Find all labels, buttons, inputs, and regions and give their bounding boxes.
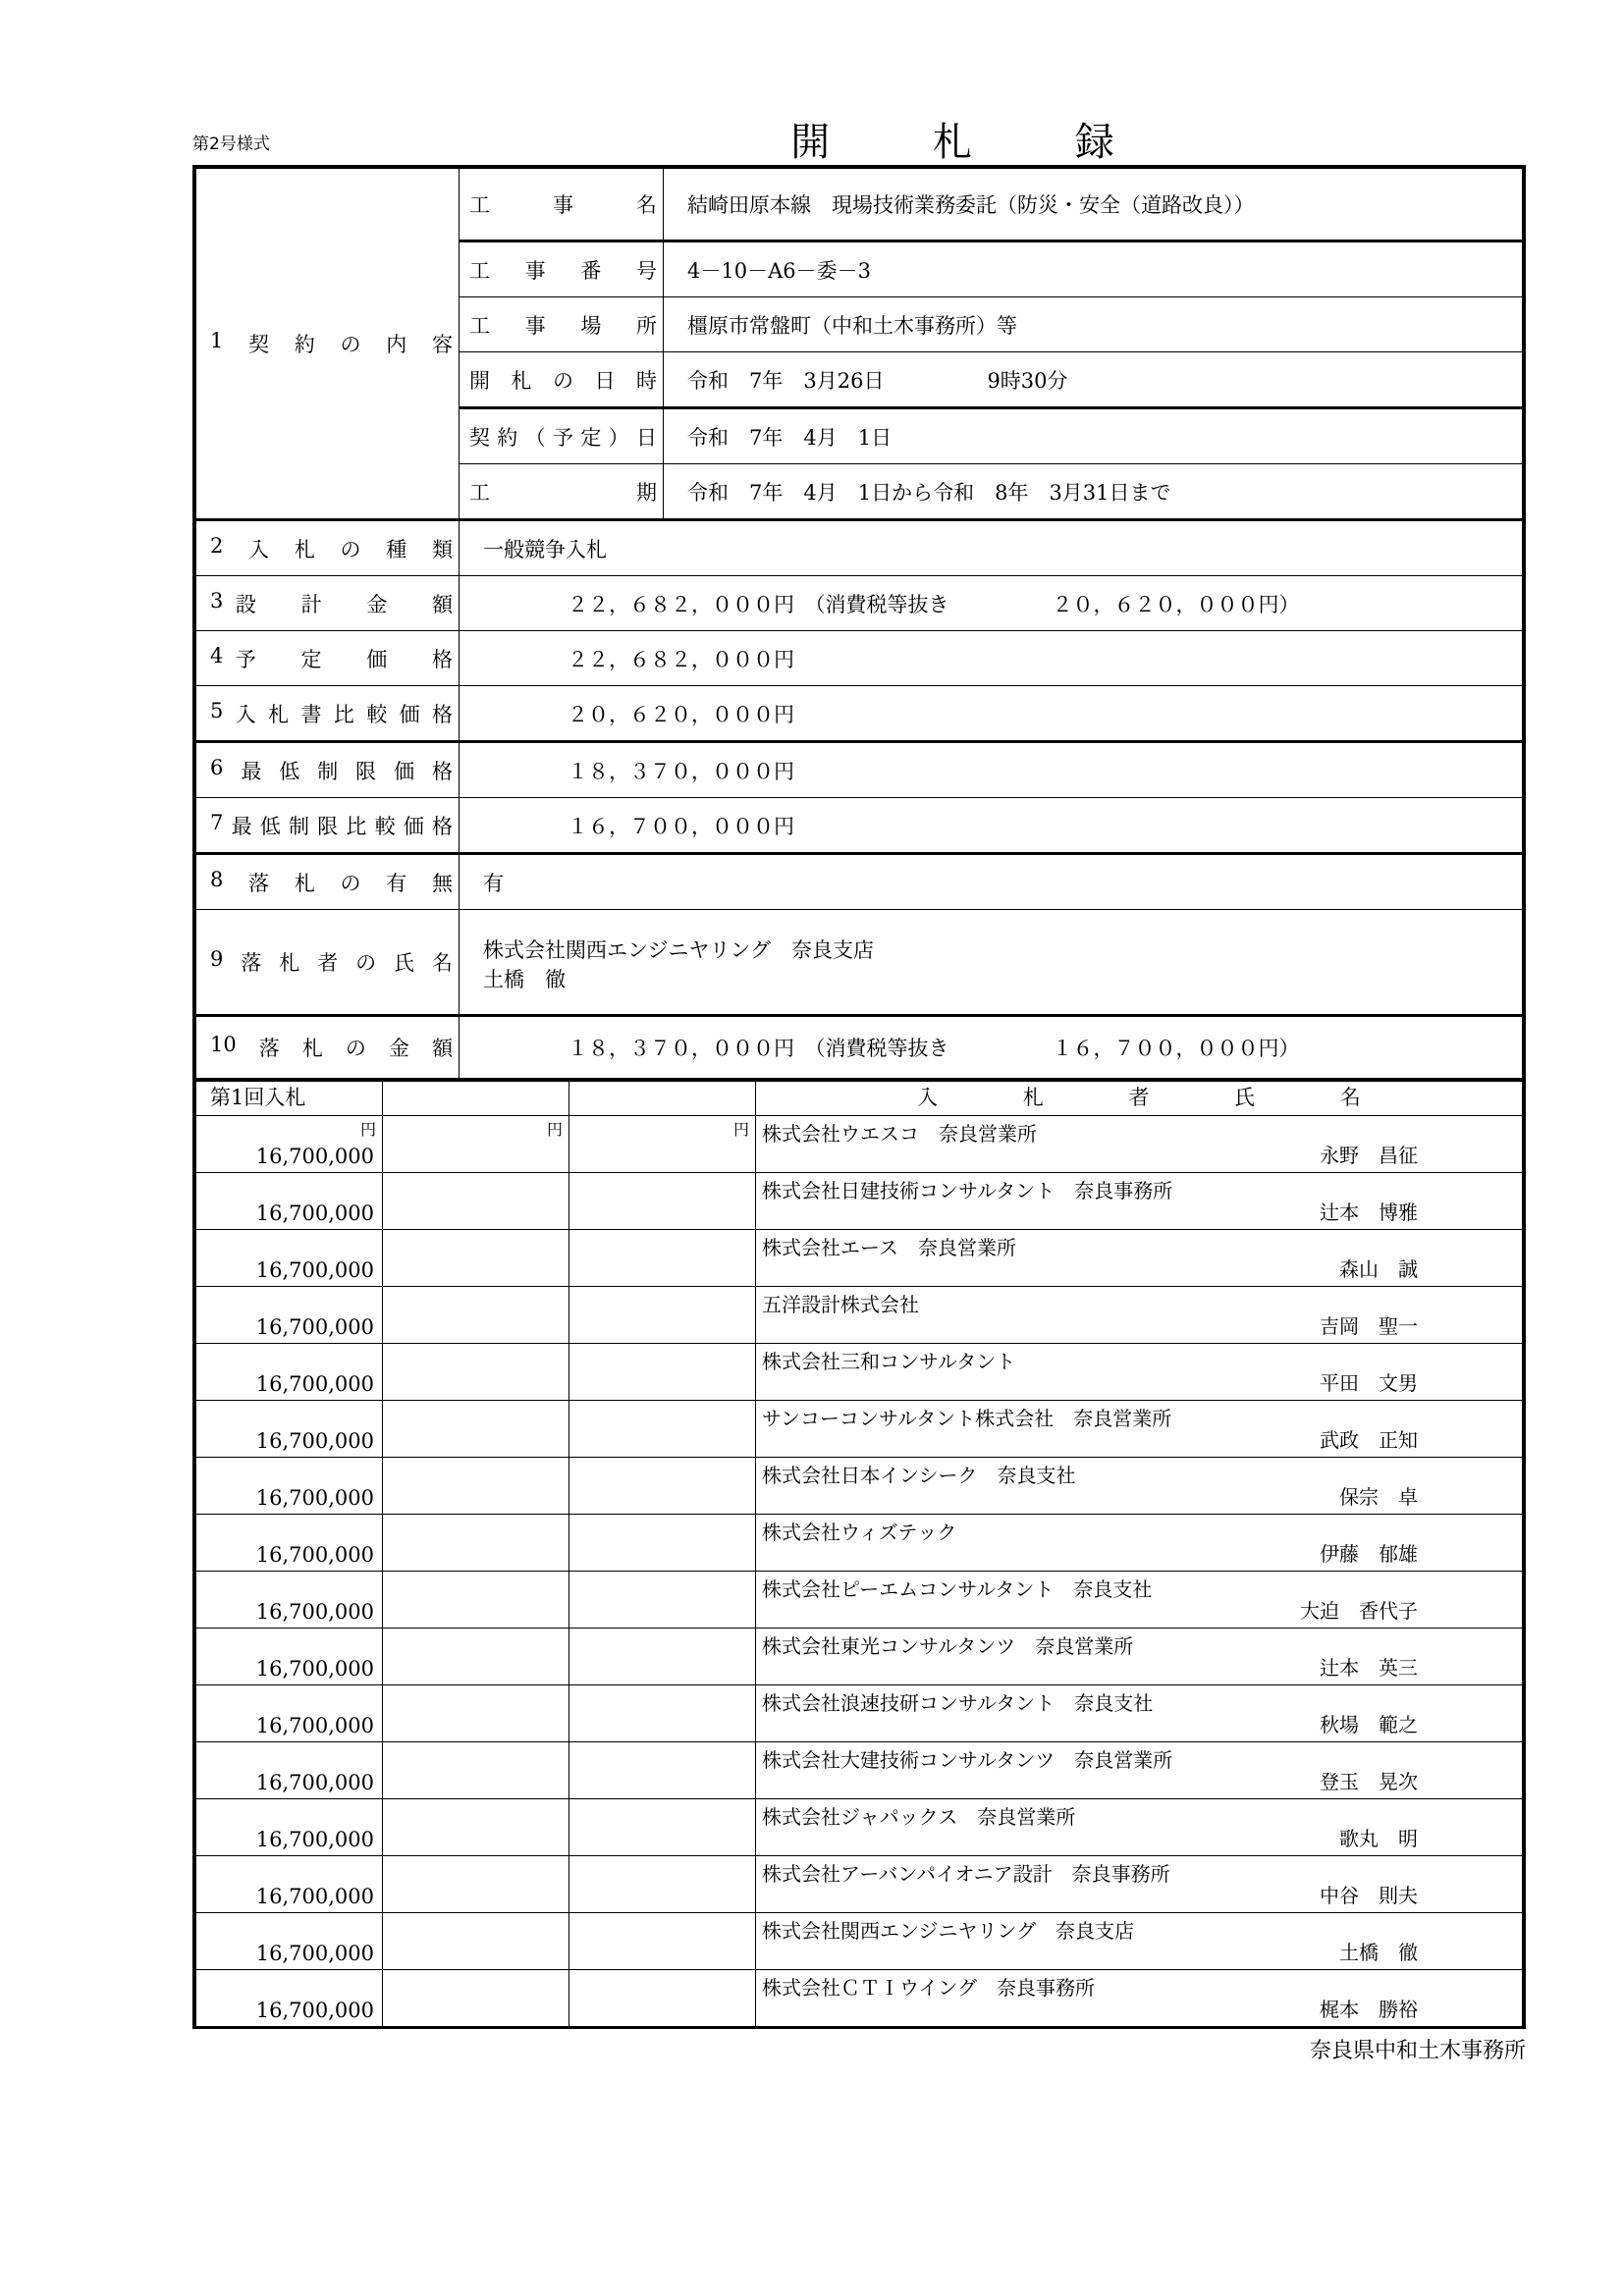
item-value: 有 <box>460 854 1523 910</box>
bid-price-cell <box>196 1799 383 1856</box>
bid-price-cell-round3 <box>569 1173 756 1230</box>
item-value: １８，３７０，０００円 （消費税等抜き １６，７００，０００円） <box>460 1016 1523 1079</box>
bid-price-cell-round3 <box>569 1401 756 1458</box>
bid-price-cell-round2 <box>383 1401 569 1458</box>
bidder-company-name: 五洋設計株式会社 <box>762 1293 919 1316</box>
yen-symbol: 円 <box>732 1120 749 1139</box>
contract-table-body <box>196 169 1523 520</box>
bid-price-cell <box>196 1116 383 1173</box>
bidder-person-name: 保宗 卓 <box>1339 1485 1418 1509</box>
bidder-person-name: 中谷 則夫 <box>1320 1884 1418 1907</box>
bidder-row <box>196 1116 1523 1173</box>
contract-row-value: 結崎田原本線 現場技術業務委託（防災・安全（道路改良）） <box>664 169 1523 241</box>
bid-price-cell <box>196 1173 383 1230</box>
bid-price-value: 16,700,000 <box>255 1372 374 1396</box>
bid-price-value: 16,700,000 <box>255 1258 374 1282</box>
bidder-info-cell <box>756 1116 1523 1173</box>
bid-price-cell-round2 <box>383 1344 569 1401</box>
bid-price-value: 16,700,000 <box>255 1486 374 1510</box>
bidder-company-name: 株式会社東光コンサルタンツ 奈良営業所 <box>762 1634 1134 1658</box>
bidder-company-name: 株式会社ジャパックス 奈良営業所 <box>762 1805 1076 1829</box>
item-row <box>196 686 1523 742</box>
bidders-rows-body <box>196 1116 1523 2028</box>
bidder-row <box>196 1629 1523 1685</box>
bid-price-value: 16,700,000 <box>255 1429 374 1453</box>
contract-row <box>196 169 1523 241</box>
bid-price-value: 16,700,000 <box>255 1714 374 1737</box>
bid-price-value: 16,700,000 <box>255 1999 374 2022</box>
bid-price-cell <box>196 1629 383 1685</box>
yen-symbol: 円 <box>546 1120 563 1139</box>
item-value: 株式会社関西エンジニヤリング 奈良支店 土橋 徹 <box>460 910 1523 1016</box>
contract-row-value: 橿原市常盤町（中和土木事務所）等 <box>664 297 1523 352</box>
bid-price-cell-round2 <box>383 1799 569 1856</box>
bidder-person-name: 登玉 晃次 <box>1320 1770 1418 1793</box>
bidder-info-cell <box>756 1856 1523 1913</box>
bidder-row <box>196 1913 1523 1970</box>
bid-price-cell <box>196 1572 383 1629</box>
bid-price-cell-round3 <box>569 1515 756 1572</box>
bid-price-cell-round2 <box>383 1230 569 1287</box>
bidder-company-name: 株式会社三和コンサルタント <box>762 1350 1016 1373</box>
bid-price-value: 16,700,000 <box>255 1942 374 1965</box>
bidders-header-body <box>196 1081 1523 1116</box>
bid-price-cell-round2 <box>383 1856 569 1913</box>
bid-price-cell-round3 <box>569 1970 756 2028</box>
bidder-company-name: 株式会社関西エンジニヤリング 奈良支店 <box>762 1919 1135 1943</box>
bidders-header-row <box>196 1081 1523 1116</box>
bid-price-cell-round2 <box>383 1173 569 1230</box>
bid-price-cell <box>196 1515 383 1572</box>
bidder-row <box>196 1572 1523 1629</box>
items-table-body <box>196 520 1523 1079</box>
bid-price-value: 16,700,000 <box>255 1315 374 1339</box>
form-number: 第2号様式 <box>192 134 270 154</box>
bid-price-cell-round2 <box>383 1629 569 1685</box>
item-row <box>196 520 1523 576</box>
contract-row-value: 令和 7年 3月26日 9時30分 <box>664 352 1523 408</box>
bidder-company-name: サンコーコンサルタント株式会社 奈良営業所 <box>762 1407 1172 1430</box>
issuing-office: 奈良県中和土木事務所 <box>1309 2039 1526 2063</box>
item-value: １８，３７０，０００円 <box>460 742 1523 798</box>
bid-round2-cell <box>383 1081 569 1116</box>
item-label: 9 落 札 者 の 氏 名 <box>196 910 460 1016</box>
bidder-person-name: 永野 昌征 <box>1320 1144 1418 1167</box>
bid-price-cell-round3 <box>569 1287 756 1344</box>
bid-round3-cell <box>569 1081 756 1116</box>
bidder-row <box>196 1970 1523 2028</box>
contract-row-value: 4－10－A6－委－3 <box>664 241 1523 297</box>
bid-price-cell-round3 <box>569 1913 756 1970</box>
bid-price-cell <box>196 1344 383 1401</box>
bidder-info-cell <box>756 1799 1523 1856</box>
bid-price-cell <box>196 1856 383 1913</box>
bidder-company-name: 株式会社ピーエムコンサルタント 奈良支社 <box>762 1577 1153 1601</box>
item-label: 4 予 定 価 格 <box>196 631 460 686</box>
document-title: 開 札 録 <box>790 120 1160 165</box>
bid-price-cell <box>196 1913 383 1970</box>
item-value: １６，７００，０００円 <box>460 798 1523 854</box>
contract-row-label: 開 札 の 日 時 <box>460 352 664 408</box>
contract-details-table <box>195 168 1523 1079</box>
bidder-row <box>196 1173 1523 1230</box>
contract-row-label: 工 事 場 所 <box>460 297 664 352</box>
bidder-company-name: 株式会社日建技術コンサルタント 奈良事務所 <box>762 1179 1173 1202</box>
item-label: 2 入 札 の 種 類 <box>196 520 460 576</box>
bidder-info-cell <box>756 1287 1523 1344</box>
bidder-info-cell <box>756 1344 1523 1401</box>
item-row <box>196 1016 1523 1079</box>
bid-price-cell-round2 <box>383 1116 569 1173</box>
bidder-info-cell <box>756 1629 1523 1685</box>
bidder-row <box>196 1344 1523 1401</box>
bidder-person-name: 大迫 香代子 <box>1300 1599 1418 1623</box>
bidder-company-name: 株式会社エース 奈良営業所 <box>762 1236 1016 1259</box>
bid-price-value: 16,700,000 <box>255 1657 374 1681</box>
item-row <box>196 910 1523 1016</box>
bid-price-value: 16,700,000 <box>255 1771 374 1794</box>
item-label: 3 設 計 金 額 <box>196 576 460 631</box>
bidder-company-name: 株式会社日本インシーク 奈良支社 <box>762 1464 1076 1487</box>
bidder-person-name: 土橋 徹 <box>1339 1941 1418 1964</box>
bidder-info-cell <box>756 1515 1523 1572</box>
bid-price-cell-round3 <box>569 1856 756 1913</box>
bidder-row <box>196 1515 1523 1572</box>
bidder-info-cell <box>756 1685 1523 1742</box>
bidder-person-name: 歌丸 明 <box>1339 1827 1418 1850</box>
bid-price-cell-round3 <box>569 1230 756 1287</box>
bid-price-cell <box>196 1742 383 1799</box>
bidder-row <box>196 1287 1523 1344</box>
item-row <box>196 576 1523 631</box>
bid-price-cell-round2 <box>383 1287 569 1344</box>
bid-price-cell-round2 <box>383 1458 569 1515</box>
bidder-company-name: 株式会社ウエスコ 奈良営業所 <box>762 1122 1037 1146</box>
bid-price-value: 16,700,000 <box>255 1828 374 1851</box>
yen-symbol: 円 <box>359 1120 376 1139</box>
bidder-row <box>196 1685 1523 1742</box>
bidder-person-name: 伊藤 郁雄 <box>1320 1542 1418 1566</box>
bid-price-cell-round2 <box>383 1970 569 2028</box>
contract-row-label: 契 約 （ 予 定 ） 日 <box>460 408 664 464</box>
item-value: 一般競争入札 <box>460 520 1523 576</box>
contract-section-label: 1 契 約 の 内 容 <box>196 169 460 520</box>
bid-price-cell-round2 <box>383 1913 569 1970</box>
contract-row-value: 令和 7年 4月 1日 <box>664 408 1523 464</box>
contract-row-label: 工 期 <box>460 464 664 520</box>
item-row <box>196 742 1523 798</box>
item-label: 5 入 札 書 比 較 価 格 <box>196 686 460 742</box>
bidder-person-name: 辻本 英三 <box>1320 1656 1418 1680</box>
bidder-name-header: 入 札 者 氏 名 <box>756 1081 1523 1116</box>
bidder-person-name: 武政 正知 <box>1320 1428 1418 1452</box>
bid-price-cell-round3 <box>569 1685 756 1742</box>
bid-price-value: 16,700,000 <box>255 1543 374 1567</box>
bidder-company-name: 株式会社アーバンパイオニア設計 奈良事務所 <box>762 1862 1170 1886</box>
bid-price-value: 16,700,000 <box>255 1885 374 1908</box>
bidder-row <box>196 1799 1523 1856</box>
bidder-row <box>196 1401 1523 1458</box>
bid-price-cell <box>196 1287 383 1344</box>
item-row <box>196 854 1523 910</box>
bid-price-cell <box>196 1458 383 1515</box>
bid-price-cell-round3 <box>569 1799 756 1856</box>
item-row <box>196 798 1523 854</box>
bidder-row <box>196 1856 1523 1913</box>
bidder-company-name: 株式会社ＣＴＩウイング 奈良事務所 <box>762 1976 1095 2000</box>
contract-row-label: 工 事 番 号 <box>460 241 664 297</box>
item-row <box>196 631 1523 686</box>
bidder-info-cell <box>756 1572 1523 1629</box>
bidder-row <box>196 1458 1523 1515</box>
bid-price-value: 16,700,000 <box>255 1600 374 1624</box>
bidder-person-name: 梶本 勝裕 <box>1320 1998 1418 2021</box>
item-label: 8 落 札 の 有 無 <box>196 854 460 910</box>
bid-price-cell-round2 <box>383 1685 569 1742</box>
bidder-person-name: 吉岡 聖一 <box>1320 1314 1418 1338</box>
bid-price-cell-round2 <box>383 1572 569 1629</box>
bidder-row <box>196 1230 1523 1287</box>
bidder-company-name: 株式会社浪速技研コンサルタント 奈良支社 <box>762 1691 1154 1715</box>
bidder-person-name: 平田 文男 <box>1320 1371 1418 1395</box>
contract-row-value: 令和 7年 4月 1日から令和 8年 3月31日まで <box>664 464 1523 520</box>
bidder-info-cell <box>756 1913 1523 1970</box>
bid-price-value: 16,700,000 <box>255 1201 374 1225</box>
bid-price-cell <box>196 1970 383 2028</box>
bidder-info-cell <box>756 1173 1523 1230</box>
bidder-person-name: 森山 誠 <box>1339 1257 1418 1281</box>
bid-round-label: 第1回入札 <box>196 1081 383 1116</box>
bid-price-cell-round3 <box>569 1629 756 1685</box>
bidder-info-cell <box>756 1970 1523 2028</box>
item-value: ２２，６８２，０００円 （消費税等抜き ２０，６２０，０００円） <box>460 576 1523 631</box>
item-label: 6 最 低 制 限 価 格 <box>196 742 460 798</box>
bidder-info-cell <box>756 1742 1523 1799</box>
bid-price-cell-round3 <box>569 1458 756 1515</box>
bid-price-cell-round3 <box>569 1116 756 1173</box>
main-record-frame <box>192 165 1526 2029</box>
bid-price-cell-round3 <box>569 1572 756 1629</box>
item-value: ２２，６８２，０００円 <box>460 631 1523 686</box>
bidder-info-cell <box>756 1401 1523 1458</box>
item-value: ２０，６２０，０００円 <box>460 686 1523 742</box>
bidders-table <box>195 1079 1523 2029</box>
bid-price-cell <box>196 1230 383 1287</box>
bid-price-cell-round3 <box>569 1344 756 1401</box>
bidder-person-name: 秋場 範之 <box>1320 1713 1418 1736</box>
bidder-person-name: 辻本 博雅 <box>1320 1201 1418 1224</box>
item-label: 10 落 札 の 金 額 <box>196 1016 460 1079</box>
bid-price-cell-round3 <box>569 1742 756 1799</box>
item-label: 7 最 低 制 限 比 較 価 格 <box>196 798 460 854</box>
bid-price-cell-round2 <box>383 1742 569 1799</box>
bidder-company-name: 株式会社ウィズテック <box>762 1521 957 1544</box>
bid-price-cell <box>196 1685 383 1742</box>
bidder-row <box>196 1742 1523 1799</box>
bid-price-value: 16,700,000 <box>255 1145 374 1168</box>
contract-row-label: 工 事 名 <box>460 169 664 241</box>
bid-price-cell <box>196 1401 383 1458</box>
bidder-company-name: 株式会社大建技術コンサルタンツ 奈良営業所 <box>762 1748 1173 1772</box>
bidder-info-cell <box>756 1458 1523 1515</box>
bidder-info-cell <box>756 1230 1523 1287</box>
bid-price-cell-round2 <box>383 1515 569 1572</box>
